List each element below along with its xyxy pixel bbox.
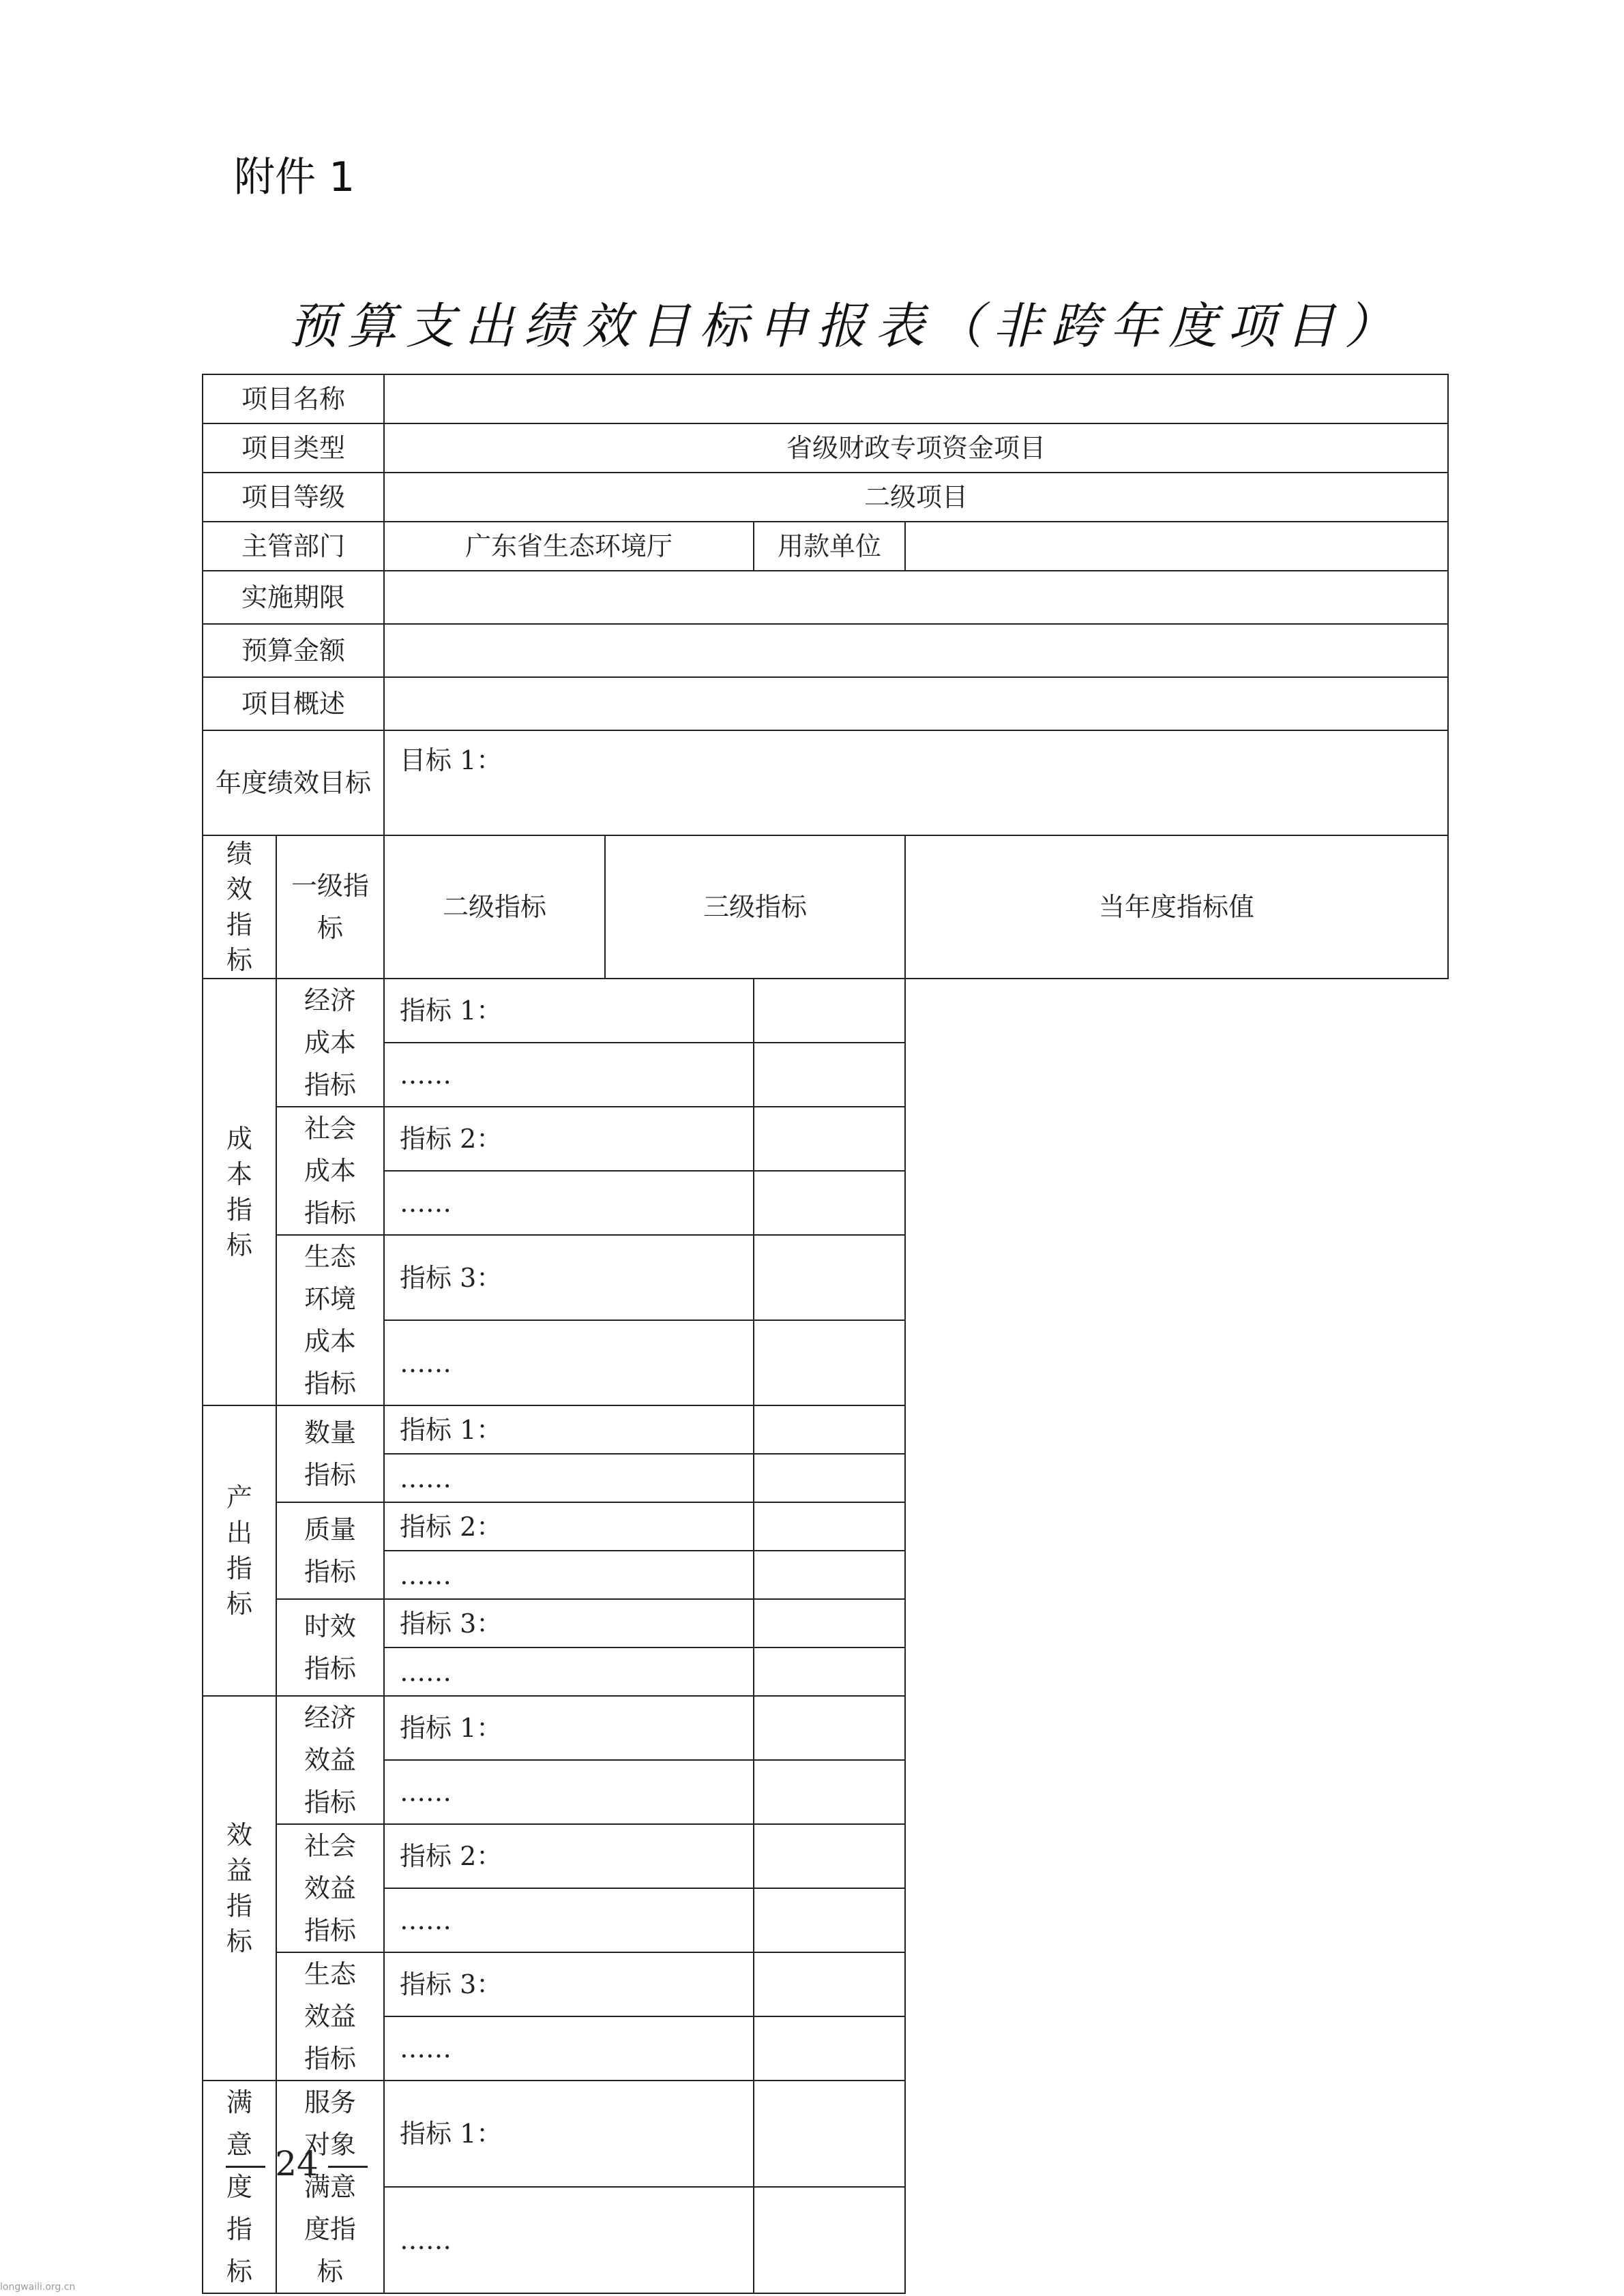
page-number-text: 24: [275, 2144, 319, 2183]
level3-indicator: ……: [384, 1320, 754, 1405]
level3-indicator: ……: [384, 1760, 754, 1824]
period-label: 实施期限: [203, 571, 384, 624]
level1-indicator-text: 产出指标: [226, 1482, 252, 1619]
level3-indicator: ……: [384, 1888, 754, 1952]
indicator-row: [203, 1952, 1448, 2016]
level3-indicator: ……: [384, 1648, 754, 1696]
level3-indicator: ……: [384, 1043, 754, 1107]
level3-indicator: 指标 2：: [384, 1107, 754, 1171]
level3-indicator: 指标 3：: [384, 1599, 754, 1648]
row-project-grade: [203, 473, 1448, 522]
level3-indicator: ……: [384, 1454, 754, 1502]
indicator-value: [754, 1824, 905, 1888]
level2-indicator: 时效指标: [276, 1599, 384, 1696]
indicator-value: [754, 1320, 905, 1405]
indicator-value: [754, 1599, 905, 1648]
level2-indicator: 经济效益指标: [276, 1696, 384, 1824]
indicator-value: [754, 2081, 905, 2187]
indicator-value: [754, 1043, 905, 1107]
indicator-value: [754, 2187, 905, 2293]
level3-indicator: ……: [384, 2187, 754, 2293]
overview-label: 项目概述: [203, 677, 384, 730]
row-department: [203, 522, 1448, 571]
annual-goal-value: 目标 1：: [384, 730, 1448, 835]
indicator-value: [754, 979, 905, 1043]
row-project-name: [203, 374, 1448, 423]
funding-unit-value: [905, 522, 1448, 571]
project-grade-label: 项目等级: [203, 473, 384, 522]
level2-indicator: 质量指标: [276, 1502, 384, 1599]
indicator-value: [754, 1760, 905, 1824]
page-dash-left: [226, 2166, 265, 2168]
indicator-row: [203, 1888, 1448, 1952]
indicator-row: [203, 1320, 1448, 1405]
indicator-row: [203, 1551, 1448, 1599]
indicator-row: [203, 1599, 1448, 1648]
indicator-row: [203, 1405, 1448, 1454]
budget-label: 预算金额: [203, 624, 384, 677]
indicator-value: [754, 1648, 905, 1696]
level3-indicator: 指标 1：: [384, 979, 754, 1043]
indicator-row: [203, 2016, 1448, 2081]
header-value: 当年度指标值: [905, 835, 1448, 979]
annex-label: 附件 1: [234, 153, 355, 201]
level2-indicator: 社会效益指标: [276, 1824, 384, 1952]
level2-indicator: 生态环境成本指标: [276, 1235, 384, 1405]
row-overview: [203, 677, 1448, 730]
period-value: [384, 571, 1448, 624]
indicator-value: [754, 1171, 905, 1235]
watermark-text: longwaili.org.cn: [0, 2282, 76, 2293]
row-period: [203, 571, 1448, 624]
overview-value: [384, 677, 1448, 730]
level1-indicator: [203, 979, 276, 1405]
header-level3: 三级指标: [605, 835, 905, 979]
indicator-header-row: [203, 835, 1448, 979]
indicator-row: [203, 1760, 1448, 1824]
project-type-label: 项目类型: [203, 423, 384, 473]
level3-indicator: ……: [384, 2016, 754, 2081]
level3-indicator: 指标 1：: [384, 1405, 754, 1454]
indicator-row: [203, 1107, 1448, 1171]
funding-unit-label: 用款单位: [754, 522, 905, 571]
department-label: 主管部门: [203, 522, 384, 571]
level2-indicator: 经济成本指标: [276, 979, 384, 1107]
indicator-value: [754, 1551, 905, 1599]
annual-goal-label: 年度绩效目标: [203, 730, 384, 835]
page-number: [211, 2140, 382, 2188]
level3-indicator: ……: [384, 1551, 754, 1599]
level3-indicator: ……: [384, 1171, 754, 1235]
level1-indicator: 满意度指标: [203, 2081, 276, 2293]
page-title: 预算支出绩效目标申报表（非跨年度项目）: [288, 297, 1403, 355]
header-level1: 一级指标: [276, 835, 384, 979]
indicator-row: [203, 1824, 1448, 1888]
level3-indicator: 指标 1：: [384, 2081, 754, 2187]
indicator-value: [754, 1696, 905, 1760]
project-name-label: 项目名称: [203, 374, 384, 423]
indicator-rows: [203, 979, 1448, 2293]
project-grade-value: 二级项目: [384, 473, 1448, 522]
level1-indicator-text: 成本指标: [226, 1124, 252, 1260]
level2-indicator: 生态效益指标: [276, 1952, 384, 2081]
page-dash-right: [328, 2166, 368, 2168]
department-value: 广东省生态环境厅: [384, 522, 754, 571]
indicator-value: [754, 1454, 905, 1502]
indicator-value: [754, 1235, 905, 1320]
indicator-value: [754, 1502, 905, 1551]
level3-indicator: 指标 1：: [384, 1696, 754, 1760]
level2-indicator: 服务对象满意度指标: [276, 2081, 384, 2293]
project-name-value: [384, 374, 1448, 423]
row-project-type: [203, 423, 1448, 473]
performance-indicators-label: 绩效指标: [203, 835, 276, 979]
level1-indicator-text: 效益指标: [226, 1820, 252, 1956]
budget-value: [384, 624, 1448, 677]
indicator-row: [203, 2187, 1448, 2293]
indicator-row: [203, 2081, 1448, 2187]
indicator-row: [203, 1696, 1448, 1760]
indicator-row: [203, 1454, 1448, 1502]
level3-indicator: 指标 3：: [384, 1952, 754, 2016]
indicator-row: [203, 1171, 1448, 1235]
level2-indicator: 数量指标: [276, 1405, 384, 1502]
level2-indicator: 社会成本指标: [276, 1107, 384, 1235]
level3-indicator: 指标 2：: [384, 1824, 754, 1888]
indicator-row: [203, 1043, 1448, 1107]
level3-indicator: 指标 3：: [384, 1235, 754, 1320]
header-level2: 二级指标: [384, 835, 605, 979]
indicator-row: [203, 1502, 1448, 1551]
indicator-value: [754, 1405, 905, 1454]
level3-indicator: 指标 2：: [384, 1502, 754, 1551]
level1-indicator: [203, 1696, 276, 2081]
level1-indicator: [203, 1405, 276, 1696]
indicator-value: [754, 2016, 905, 2081]
indicator-row: [203, 979, 1448, 1043]
project-type-value: 省级财政专项资金项目: [384, 423, 1448, 473]
budget-performance-form: [202, 374, 1449, 2294]
indicator-row: [203, 1648, 1448, 1696]
indicator-value: [754, 1107, 905, 1171]
row-annual-goal: [203, 730, 1448, 835]
indicator-value: [754, 1952, 905, 2016]
row-budget: [203, 624, 1448, 677]
indicator-value: [754, 1888, 905, 1952]
indicator-row: [203, 1235, 1448, 1320]
